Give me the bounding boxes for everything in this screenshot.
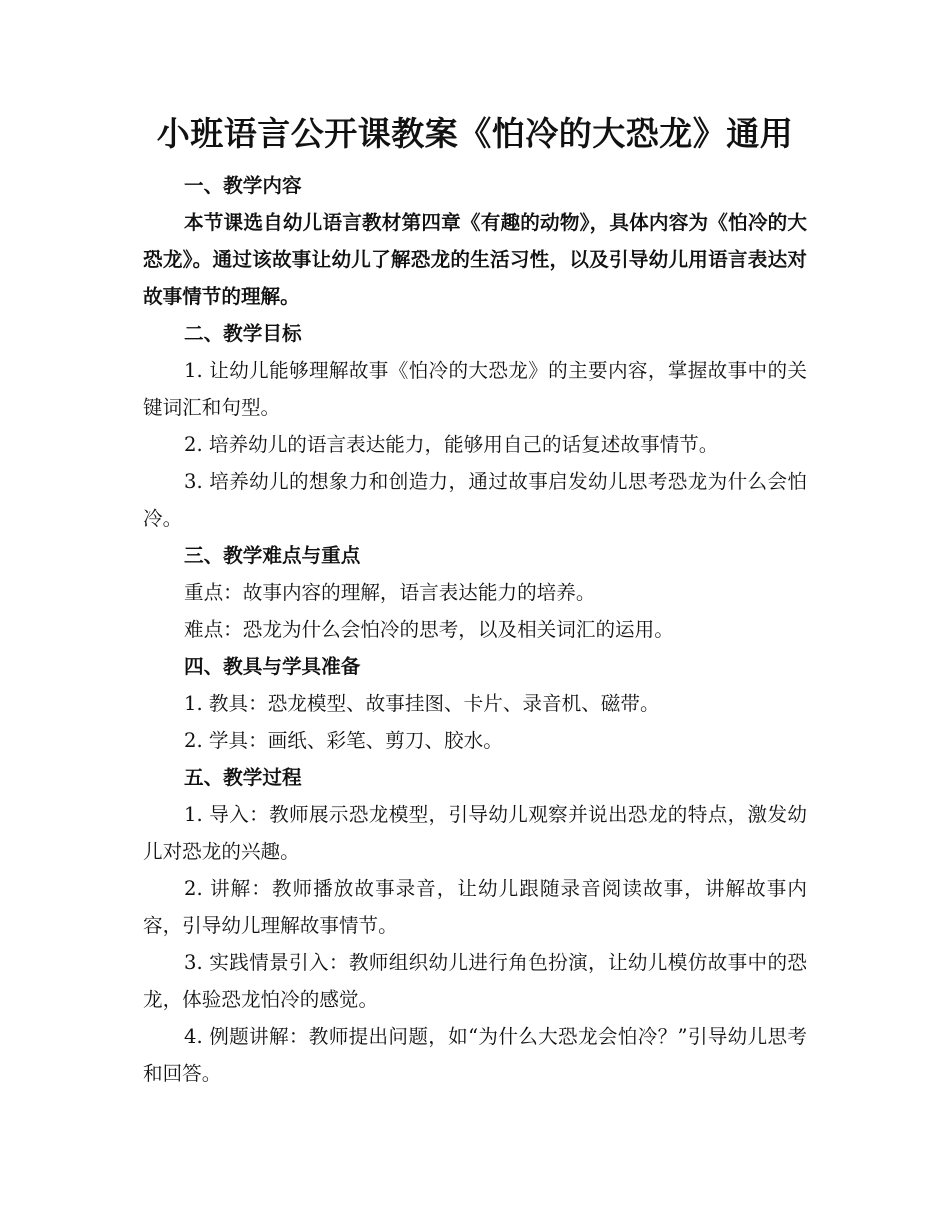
document-body — [143, 167, 807, 1092]
section-heading-materials: 四、教具与学具准备 — [184, 655, 361, 678]
objective-item-3: 3. 培养幼儿的想象力和创造力，通过故事启发幼儿思考恐龙为什么会怕冷。 — [143, 470, 807, 530]
objective-item-2: 2. 培养幼儿的语言表达能力，能够用自己的话复述故事情节。 — [184, 433, 719, 456]
process-step-1: 1. 导入：教师展示恐龙模型，引导幼儿观察并说出恐龙的特点，激发幼儿对恐龙的兴趣。 — [143, 803, 807, 863]
materials-item-1: 1. 教具：恐龙模型、故事挂图、卡片、录音机、磁带。 — [184, 692, 660, 715]
section-heading-objectives: 二、教学目标 — [184, 322, 302, 345]
materials-item-2: 2. 学具：画纸、彩笔、剪刀、胶水。 — [184, 729, 503, 752]
section-heading-content: 一、教学内容 — [184, 174, 302, 197]
process-step-2: 2. 讲解：教师播放故事录音，让幼儿跟随录音阅读故事，讲解故事内容，引导幼儿理解故事情节。 — [143, 877, 807, 937]
key-point-focus: 重点：故事内容的理解，语言表达能力的培养。 — [184, 581, 596, 604]
process-step-3: 3. 实践情景引入：教师组织幼儿进行角色扮演，让幼儿模仿故事中的恐龙，体验恐龙怕冷的感觉。 — [143, 951, 807, 1011]
key-point-difficulty: 难点：恐龙为什么会怕冷的思考，以及相关词汇的运用。 — [184, 618, 674, 641]
section-heading-process: 五、教学过程 — [184, 766, 302, 789]
document-title: 小班语言公开课教案《怕冷的大恐龙》通用 — [156, 114, 794, 153]
section-heading-key-points: 三、教学难点与重点 — [184, 544, 361, 567]
process-step-4: 4. 例题讲解：教师提出问题，如“为什么大恐龙会怕冷？”引导幼儿思考和回答。 — [143, 1025, 807, 1085]
objective-item-1: 1. 让幼儿能够理解故事《怕冷的大恐龙》的主要内容，掌握故事中的关键词汇和句型。 — [143, 359, 807, 419]
content-paragraph: 本节课选自幼儿语言教材第四章《有趣的动物》，具体内容为《怕冷的大恐龙》。通过该故事让幼儿了解恐龙的生活习性，以及引导幼儿用语言表达对故事情节的理解。 — [143, 211, 807, 308]
